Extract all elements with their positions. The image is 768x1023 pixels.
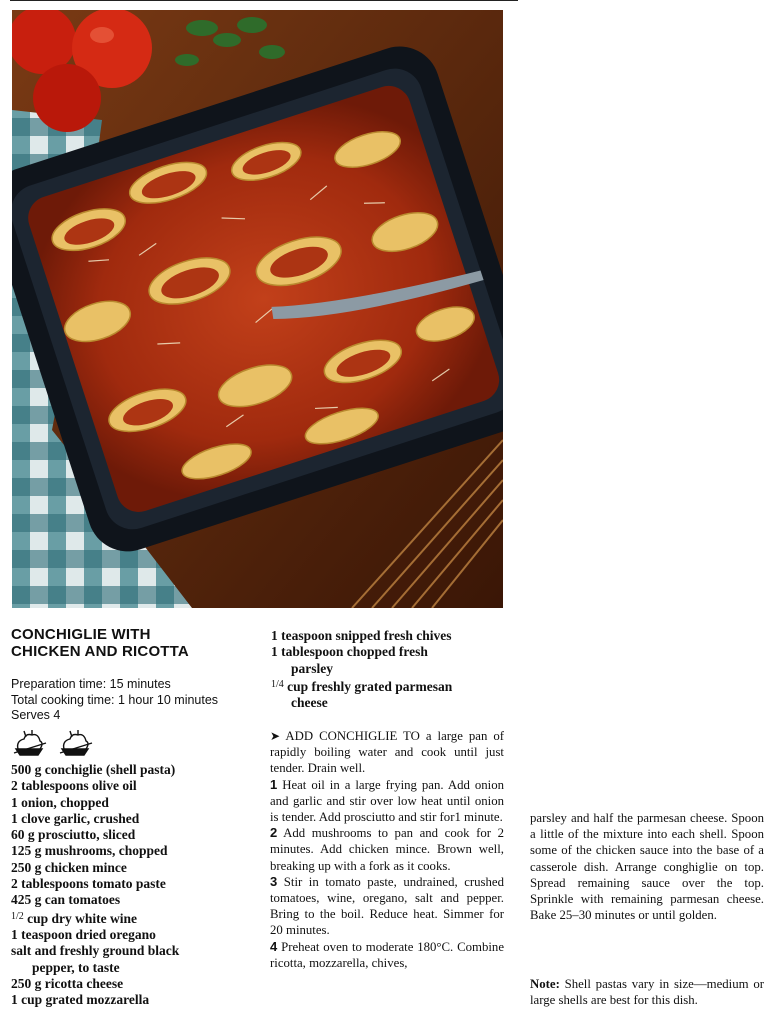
chef-hat-icon xyxy=(60,730,92,755)
ingredients-list-continued xyxy=(271,628,511,711)
ingredient-item: 1 tablespoon chopped fresh xyxy=(271,644,428,660)
recipe-title: CONCHIGLIE WITH CHICKEN AND RICOTTA xyxy=(11,626,189,660)
fraction: 1/4 xyxy=(271,678,284,690)
prep-time: Preparation time: 15 minutes xyxy=(11,677,171,691)
cook-time: Total cooking time: 1 hour 10 minutes xyxy=(11,692,219,707)
method-step: 2 Add mushrooms to pan and cook for 2 minutes. Add chicken mince. Brown well, breaking up with a fork as it cooks. xyxy=(270,825,504,873)
ingredient-item: 425 g can tomatoes xyxy=(11,892,121,908)
ingredient-item: 250 g ricotta cheese xyxy=(11,975,124,991)
ingredient-item: 250 g chicken mince xyxy=(11,859,127,875)
ingredient-item: 125 g mushrooms, chopped xyxy=(11,843,168,859)
recipe-note: Note: Shell pastas vary in size—medium or large shells are best for this dish. xyxy=(530,977,764,1008)
fraction: 1/2 xyxy=(11,910,24,922)
note-label: Note: xyxy=(530,977,560,991)
chef-hat-icon xyxy=(14,730,46,755)
dish-illustration xyxy=(12,10,503,608)
method-step: 3 Stir in tomato paste, undrained, crushed tomatoes, wine, oregano, salt and pepper. Bring to the boil. Reduce heat. Simmer for 20 minutes. xyxy=(270,873,505,938)
method-continued: parsley and half the parmesan cheese. Spoon a little of the mixture into each shell. Spoon some of the chicken sauce into the base of a casserole dish. Arrange conghiglie on top. Spread remaining sauce over the top. Sprinkle with remaining parmesan cheese. Bake 25–30 minutes or until golden. xyxy=(530,811,764,923)
ingredient-item: 1 onion, chopped xyxy=(11,794,109,810)
ingredient-item: 1 cup grated mozzarella xyxy=(11,992,150,1008)
ingredient-item: 500 g conchiglie (shell pasta) xyxy=(11,762,176,777)
ingredient-item-cont: parsley xyxy=(291,660,333,676)
method-step: 4 Preheat oven to moderate 180°C. Combine ricotta, mozzarella, chives, xyxy=(270,938,505,970)
ingredient-item: $^{1/4}$ cup freshly grated parmesan xyxy=(271,678,453,694)
ingredient-item: $^{1/2}$ cup dry white wine xyxy=(11,910,138,926)
difficulty-rating xyxy=(12,729,102,757)
method-text xyxy=(270,728,504,971)
ingredients-list xyxy=(11,762,266,1008)
arrow-icon: ➤ xyxy=(270,729,281,743)
ingredient-item: 1 teaspoon dried oregano xyxy=(11,926,156,942)
recipe-meta xyxy=(11,677,261,724)
ingredient-item: 1 teaspoon snipped fresh chives xyxy=(271,628,452,643)
ingredient-item-cont: cheese xyxy=(291,695,328,711)
method-intro: ➤ ADD CONCHIGLIE TO a large pan of rapidly boiling water and cook until just tender. Drain well. xyxy=(270,729,504,776)
ingredient-item-cont: pepper, to taste xyxy=(32,959,120,975)
ingredient-item: 1 clove garlic, crushed xyxy=(11,810,140,826)
ingredient-item: salt and freshly ground black xyxy=(11,943,180,959)
ingredient-item: 2 tablespoons olive oil xyxy=(11,778,137,794)
ingredient-item: 2 tablespoons tomato paste xyxy=(11,876,166,892)
serves: Serves 4 xyxy=(11,708,61,722)
ingredient-item: 60 g prosciutto, sliced xyxy=(11,827,136,843)
method-step: 1 Heat oil in a large frying pan. Add onion and garlic and stir over low heat until onion is tender. Add prosciutto and stir for1 minute. xyxy=(270,776,504,825)
top-rule xyxy=(10,0,518,1)
recipe-photo xyxy=(12,10,503,608)
